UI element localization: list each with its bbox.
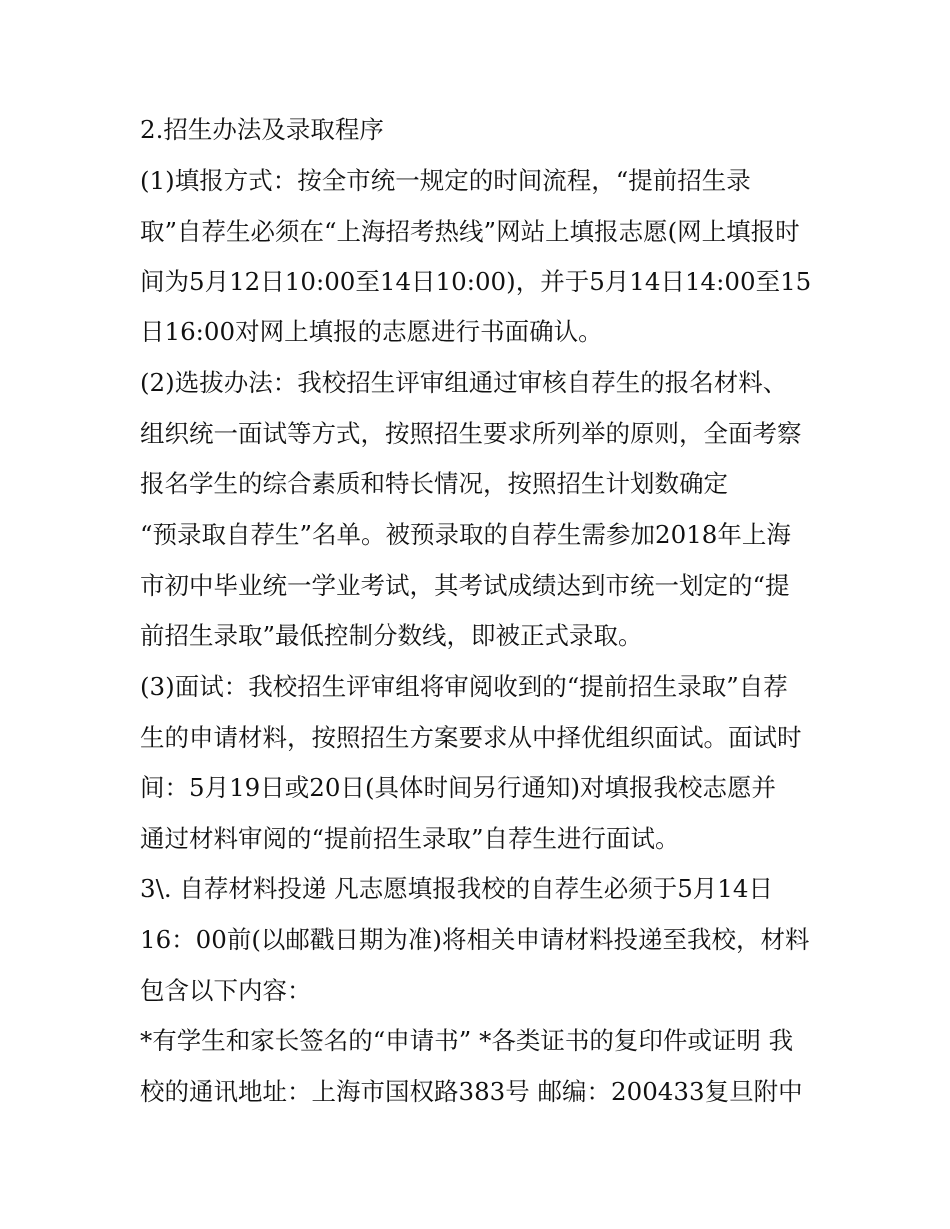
paragraph-line: 通过材料审阅的“提前招生录取”自荐生进行面试。: [140, 824, 680, 853]
paragraph-line: 日16:00对网上填报的志愿进行书面确认。: [140, 317, 603, 346]
paragraph-line: 3\. 自荐材料投递 凡志愿填报我校的自荐生必须于5月14日: [140, 874, 773, 903]
paragraph-line: 间：5月19日或20日(具体时间另行通知)对填报我校志愿并: [140, 773, 777, 802]
paragraph-line: (2)选拔办法：我校招生评审组通过审核自荐生的报名材料、: [140, 368, 788, 397]
paragraph-line: 前招生录取”最低控制分数线，即被正式录取。: [140, 621, 643, 650]
paragraph-line: “预录取自荐生”名单。被预录取的自荐生需参加2018年上海: [140, 520, 791, 549]
paragraph-line: 取”自荐生必须在“上海招考热线”网站上填报志愿(网上填报时: [140, 217, 800, 246]
paragraph-line: *有学生和家长签名的“申请书” *各类证书的复印件或证明 我: [140, 1026, 794, 1055]
section-heading: 2.招生办法及录取程序: [140, 115, 384, 144]
paragraph-line: 间为5月12日10:00至14日10:00)，并于5月14日14:00至15: [140, 267, 812, 296]
paragraph-line: 包含以下内容：: [140, 976, 312, 1005]
paragraph-line: 16：00前(以邮戳日期为准)将相关申请材料投递至我校，材料: [140, 925, 810, 954]
paragraph-line: (1)填报方式：按全市统一规定的时间流程，“提前招生录: [140, 166, 751, 195]
paragraph-line: (3)面试：我校招生评审组将审阅收到的“提前招生录取”自荐: [140, 672, 788, 701]
paragraph-line: 报名学生的综合素质和特长情况，按照招生计划数确定: [140, 469, 728, 498]
paragraph-line: 生的申请材料，按照招生方案要求从中择优组织面试。面试时: [140, 723, 802, 752]
paragraph-line: 市初中毕业统一学业考试，其考试成绩达到市统一划定的“提: [140, 571, 790, 600]
paragraph-line: 校的通讯地址：上海市国权路383号 邮编：200433复旦附中: [140, 1077, 803, 1106]
paragraph-line: 组织统一面试等方式，按照招生要求所列举的原则，全面考察: [140, 419, 802, 448]
